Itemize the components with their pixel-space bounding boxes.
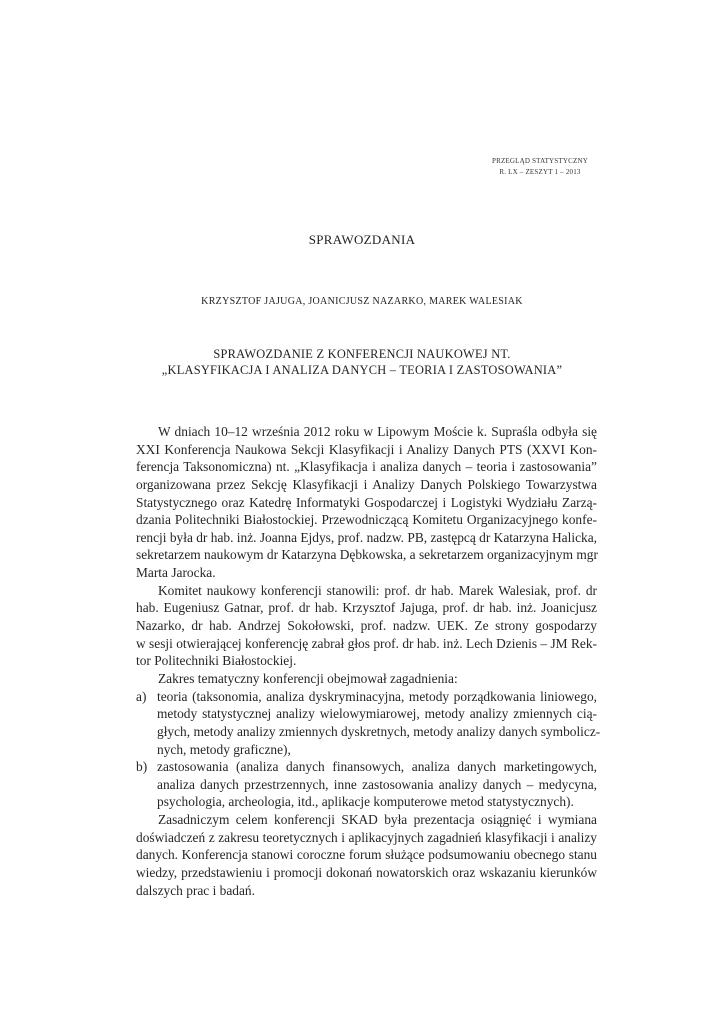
text-line: wiedzy, przedstawieniu i promocji dokonań nowatorskich oraz wskazaniu kierunków bbox=[136, 865, 597, 881]
text-line: XXI Konferencja Naukowa Sekcji Klasyfikacji i Analizy Danych PTS (XXVI Kon- bbox=[136, 441, 597, 457]
text-line: nych, metody graficzne), bbox=[157, 741, 291, 757]
topic-list bbox=[136, 688, 601, 811]
text-line: W dniach 10–12 września 2012 roku w Lipowym Moście k. Supraśla odbyła się bbox=[158, 424, 597, 439]
journal-header bbox=[492, 156, 588, 178]
article-title bbox=[0, 346, 724, 378]
text-line: danych. Konferencja stanowi coroczne forum służące podsumowaniu obecnego stanu bbox=[136, 847, 597, 863]
paragraph-2 bbox=[136, 582, 597, 670]
section-title: SPRAWOZDANIA bbox=[308, 232, 416, 247]
text-line: b) zastosowania (analiza danych finansowych, analiza danych marketingowych, bbox=[136, 759, 597, 775]
text-line: ferencja Taksonomiczna) nt. „Klasyfikacja i analiza danych – teoria i zastosowania” bbox=[136, 459, 597, 475]
text-line: analiza danych przestrzennych, inne zastosowania analizy danych – medycyna, bbox=[157, 776, 597, 792]
article-title-line-2: „KLASYFIKACJA I ANALIZA DANYCH – TEORIA I ZASTOSOWANIA” bbox=[161, 363, 563, 377]
list-label: a) bbox=[136, 688, 147, 704]
article-title-line-1: SPRAWOZDANIE Z KONFERENCJI NAUKOWEJ NT. bbox=[213, 347, 511, 361]
paragraph-1 bbox=[136, 423, 597, 582]
text-line: Zakres tematyczny konferencji obejmował zagadnienia: bbox=[158, 670, 458, 686]
text-line: Marta Jarocka. bbox=[136, 565, 216, 581]
text-line: tor Politechniki Białostockiej. bbox=[136, 653, 297, 669]
text-line: metody statystycznej analizy wielowymiarowej, metody analizy zmiennych cią- bbox=[157, 706, 597, 722]
text-line: Zasadniczym celem konferencji SKAD była prezentacja osiągnięć i wymiana bbox=[158, 812, 597, 828]
text-line: doświadczeń z zakresu teoretycznych i aplikacyjnych zagadnień klasyfikacji i analizy bbox=[136, 829, 597, 845]
text-line: głych, metody analizy zmiennych dyskretnych, metody analizy danych symbolicz- bbox=[157, 723, 601, 739]
text-line: dzania Politechniki Białostockiej. Przewodniczącą Komitetu Organizacyjnego konfe- bbox=[136, 512, 597, 528]
list-item bbox=[136, 758, 597, 811]
journal-issue: R. LX – ZESZYT 1 – 2013 bbox=[499, 168, 581, 176]
text-line: a) teoria (taksonomia, analiza dyskryminacyjna, metody porządkowania liniowego, bbox=[136, 688, 597, 704]
paragraph-3 bbox=[136, 670, 597, 688]
journal-name: PRZEGLĄD STATYSTYCZNY bbox=[491, 157, 588, 165]
list-label: b) bbox=[136, 759, 148, 775]
text-line: sekretarzem naukowym dr Katarzyna Dębkowska, a sekretarzem organizacyjnym mgr bbox=[136, 547, 598, 563]
paragraph-4 bbox=[136, 811, 597, 899]
text-line: Nazarko, dr hab. Andrzej Sokołowski, prof. nadzw. UEK. Ze strony gospodarzy bbox=[136, 618, 597, 634]
text-line: organizowana przez Sekcję Klasyfikacji i Analizy Danych Polskiego Towarzystwa bbox=[136, 476, 597, 492]
text-line: Komitet naukowy konferencji stanowili: prof. dr hab. Marek Walesiak, prof. dr bbox=[158, 582, 597, 598]
text-line: hab. Eugeniusz Gatnar, prof. dr hab. Krzysztof Jajuga, prof. dr hab. inż. Joanicjusz bbox=[136, 600, 597, 616]
list-item bbox=[136, 688, 601, 759]
article-authors: KRZYSZTOF JAJUGA, JOANICJUSZ NAZARKO, MAREK WALESIAK bbox=[201, 296, 523, 307]
article-body bbox=[136, 423, 601, 899]
text-line: dalszych prac i badań. bbox=[136, 882, 255, 898]
text-line: w sesji otwierającej konferencję zabrał głos prof. dr hab. inż. Lech Dzienis – JM Rek- bbox=[136, 635, 597, 651]
text-line: psychologia, archeologia, itd., aplikacje komputerowe metod statystycznych). bbox=[157, 794, 574, 810]
text-line: Statystycznego oraz Katedrę Informatyki Gospodarczej i Logistyki Wydziału Zarzą- bbox=[136, 494, 597, 510]
text-line: rencji była dr hab. inż. Joanna Ejdys, prof. nadzw. PB, zastępcą dr Katarzyna Halicka, bbox=[136, 529, 597, 545]
